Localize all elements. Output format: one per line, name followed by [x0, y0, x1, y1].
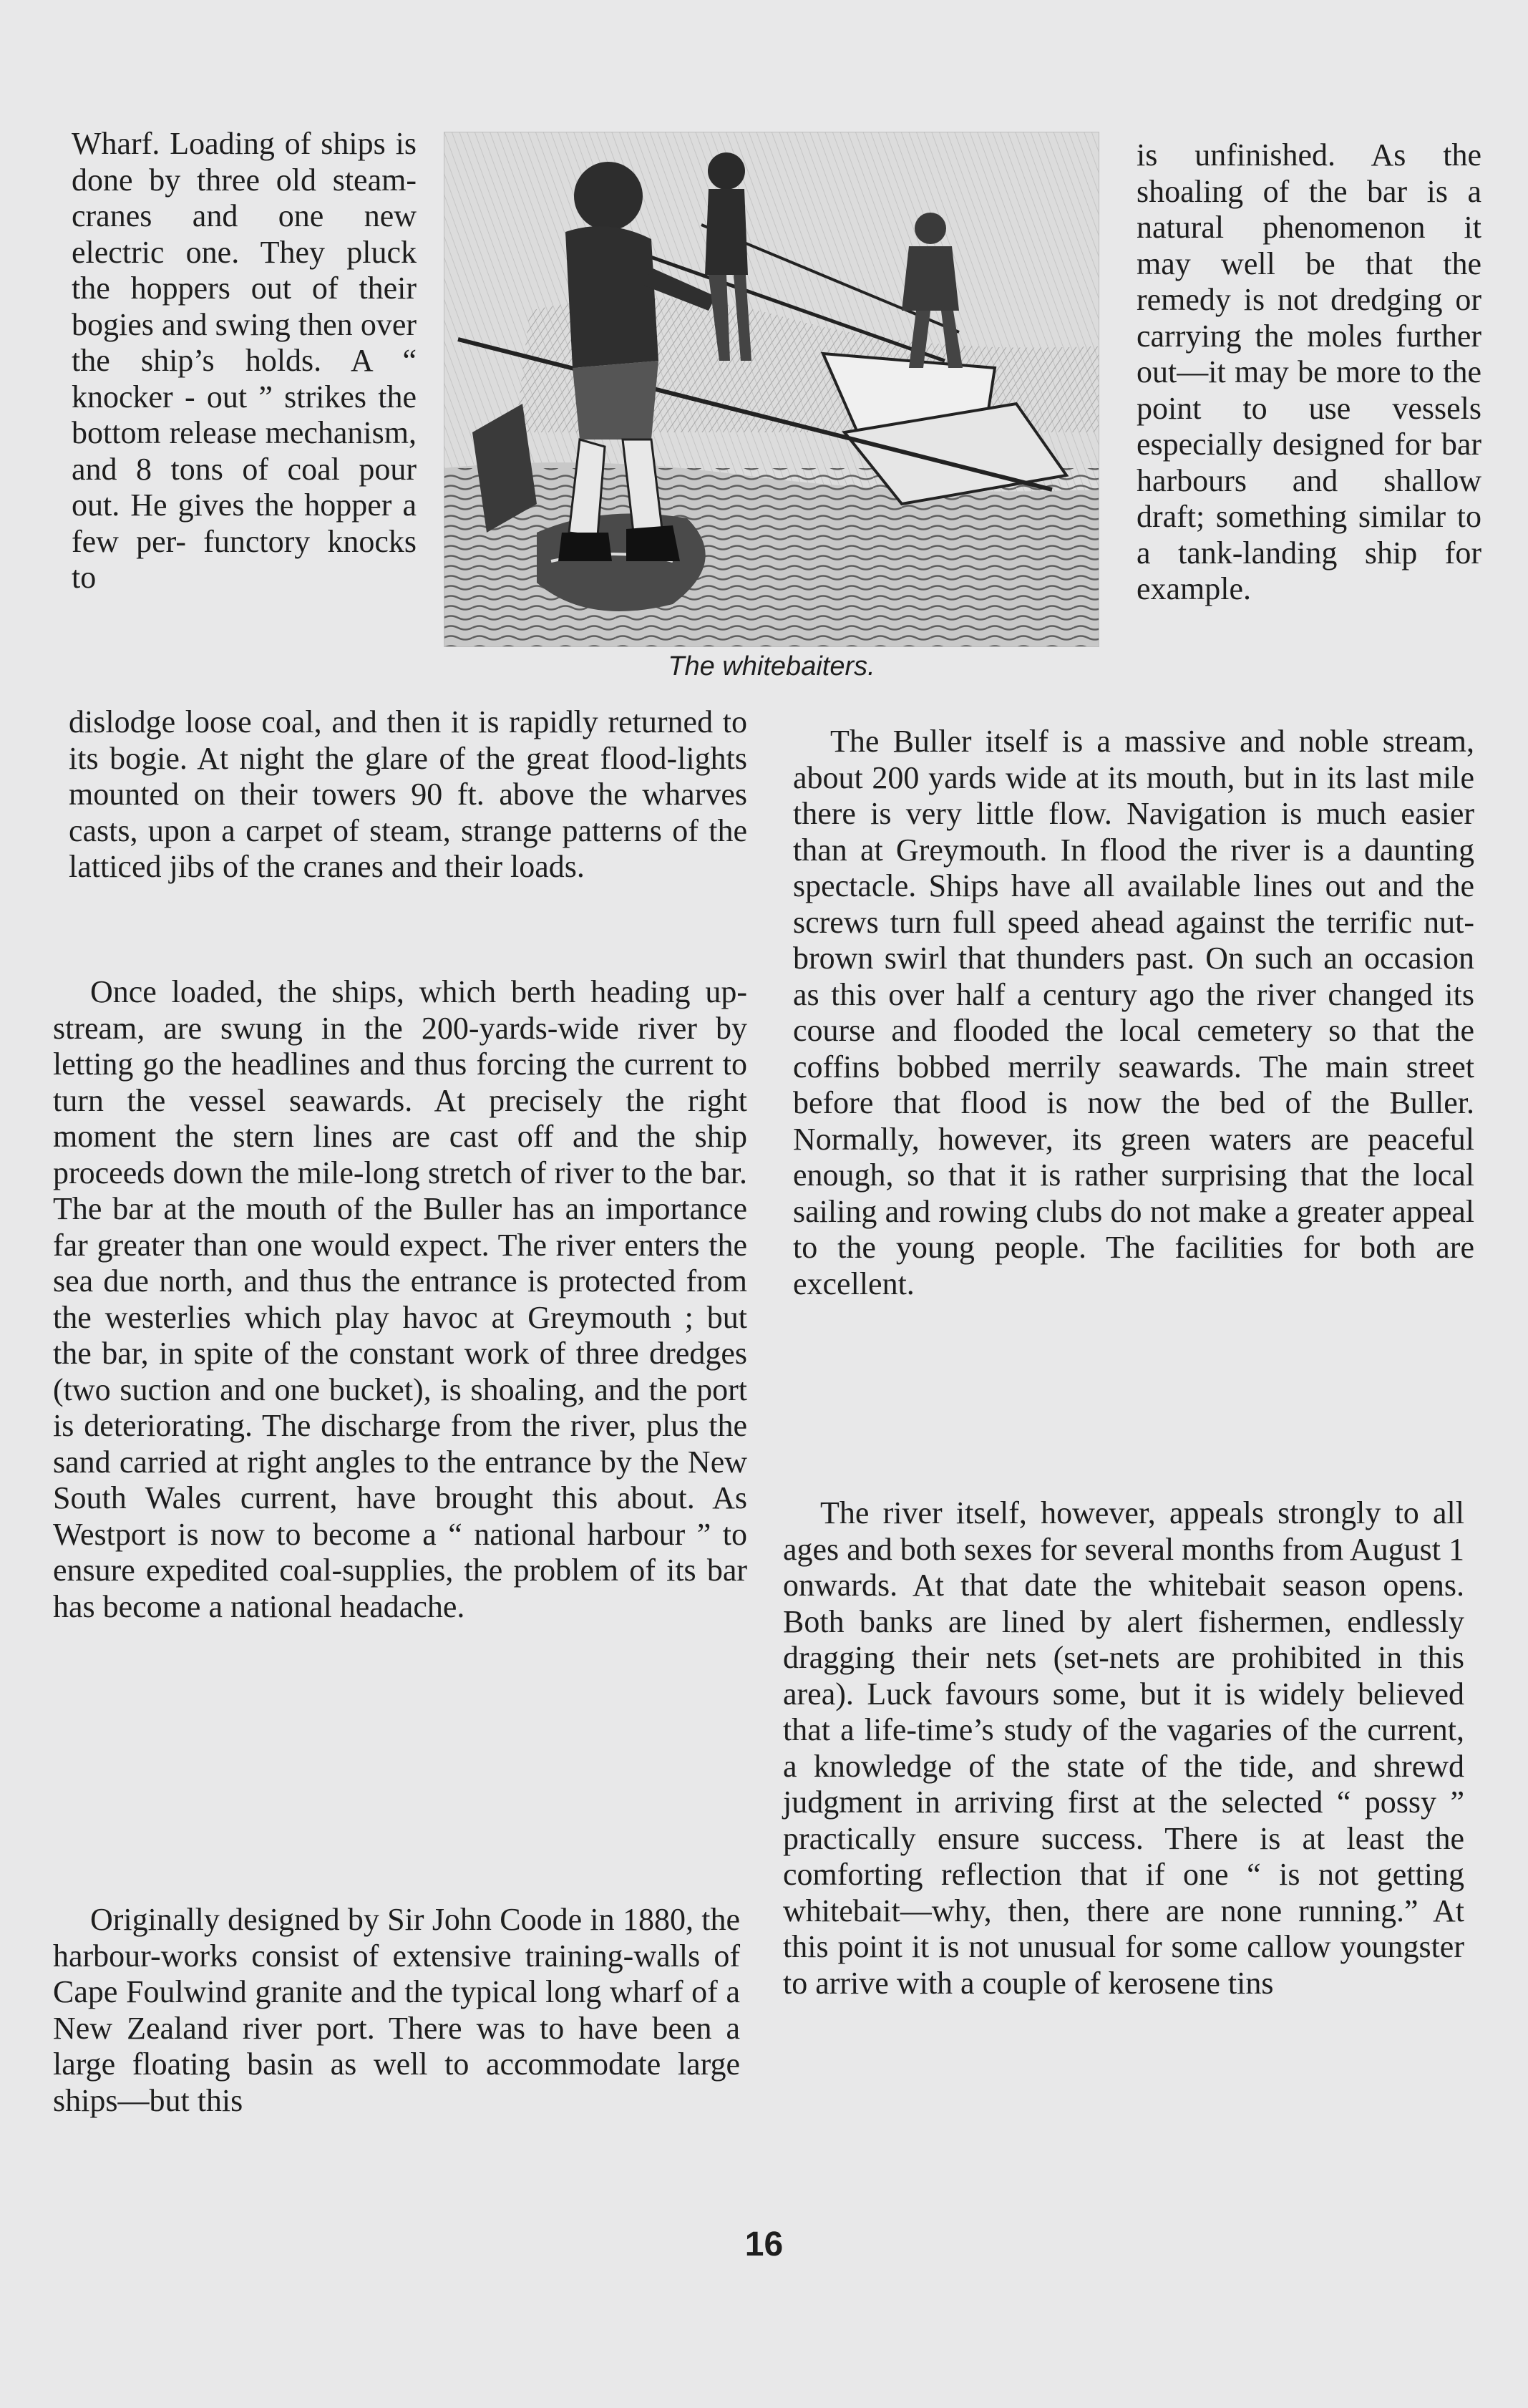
- figure-caption: The whitebaiters.: [668, 651, 875, 681]
- article-paragraph-wharf-loading: Wharf. Loading of ships is done by three old steam-cranes and one new electric one. They pluck the hoppers out of their bogies and swing then over the ship’s holds. A “ knocker - out ” strikes the bottom release mechanism, and 8 tons of coal pour out. He gives the hopper a few per- functory knocks to: [72, 126, 417, 595]
- whitebaiters-illustration: [444, 132, 1099, 647]
- page-number: 16: [744, 2225, 784, 2263]
- article-paragraph-buller-river: The Buller itself is a massive and noble stream, about 200 yards wide at its mouth, but in its last mile there is very little flow. Navigation is much easier than at Greymouth. In flood the river is a daunting spectacle. Ships have all available lines out and the screws turn full speed ahead against the terrific nut-brown swirl that thunders past. On such an occasion as this over half a century ago the river changed its course and flooded the local cemetery so that the coffins bobbed merrily seawards. The main street before that flood is now the bed of the Buller. Normally, however, its green waters are peaceful enough, so that it is rather surprising that the local sailing and rowing clubs do not make a greater appeal to the young people. The facilities for both are excellent.: [793, 724, 1474, 1301]
- article-paragraph-ships-loaded: Once loaded, the ships, which berth heading up-stream, are swung in the 200-yards-wide river by letting go the headlines and thus forcing the current to turn the vessel seawards. At precisely the right moment the stern lines are cast off and the ship proceeds down the mile-long stretch of river to the bar. The bar at the mouth of the Buller has an importance far greater than one would expect. The river enters the sea due north, and thus the entrance is protected from the westerlies which play havoc at Greymouth ; but the bar, in spite of the constant work of three dredges (two suction and one bucket), is shoaling, and the port is deteriorating. The discharge from the river, plus the sand carried at right angles to the entrance by the New South Wales current, have brought this about. As Westport is now to become a “ national harbour ” to ensure expedited coal-supplies, the problem of its bar has become a national headache.: [53, 974, 747, 1624]
- article-paragraph-whitebait-season: The river itself, however, appeals strongly to all ages and both sexes for several months from August 1 onwards. At that date the whitebait season opens. Both banks are lined by alert fishermen, endlessly dragging their nets (set-nets are prohibited in this area). Luck favours some, but it is widely believed that a life-time’s study of the vagaries of the current, a knowledge of the state of the tide, and shrewd judgment in arriving first at the selected “ possy ” practically ensure success. There is at least the comforting reflection that if one “ is not getting whitebait—why, then, there are none running.” At this point it is not unusual for some callow youngster to arrive with a couple of kerosene tins: [783, 1495, 1464, 2001]
- article-paragraph-floodlights: dislodge loose coal, and then it is rapidly returned to its bogie. At night the glare of the great flood-lights mounted on their towers 90 ft. above the wharves casts, upon a carpet of steam, strange patterns of the latticed jibs of the cranes and their loads.: [69, 704, 747, 884]
- article-paragraph-harbour-works: Originally designed by Sir John Coode in 1880, the harbour-works consist of extensive training-walls of Cape Foulwind granite and the typical long wharf of a New Zealand river port. There was to have been a large floating basin as well to accommodate large ships—but this: [53, 1902, 740, 2118]
- article-paragraph-unfinished: is unfinished. As the shoaling of the bar is a natural phenomenon it may well be that the remedy is not dredging or carrying the moles further out—it may be more to the point to use vessels especially designed for bar harbours and shallow draft; something similar to a tank-landing ship for example.: [1137, 137, 1481, 606]
